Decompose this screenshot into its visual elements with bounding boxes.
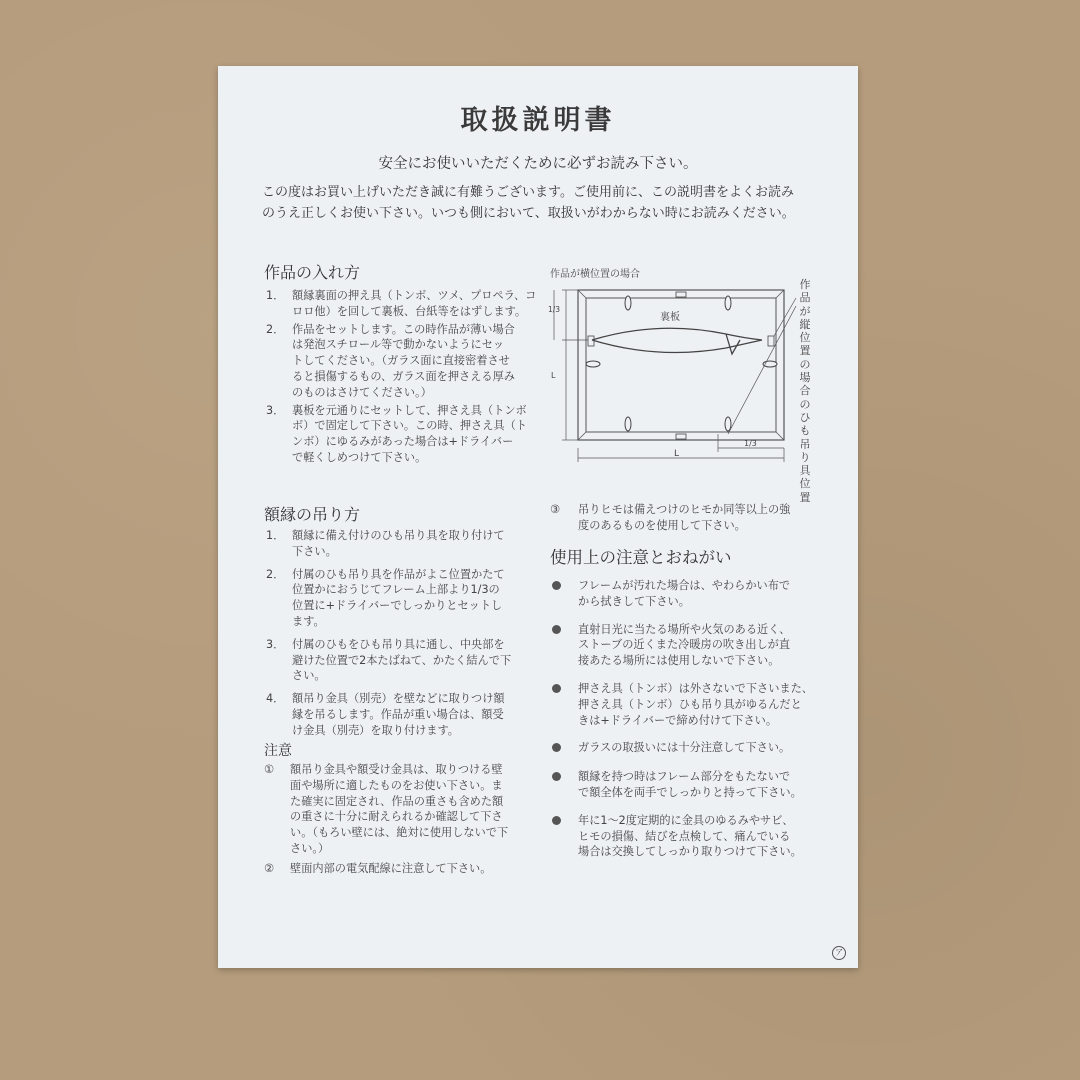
list-item (266, 403, 542, 466)
item-number: 2． (266, 322, 285, 336)
clip (625, 296, 631, 310)
item-line: さい。 (292, 669, 326, 683)
item-text (578, 502, 820, 534)
item-line: きは+ドライバーで締め付けて下さい。 (578, 713, 778, 727)
bottom-third-label: 1/3 (744, 439, 757, 448)
intro-line: この度はお買い上げいただき誠に有難うございます。ご使用前に、この説明書をよくお読み (262, 185, 794, 200)
item-line: で軽くしめつけて下さい。 (292, 450, 427, 464)
item-line: た確実に固定され、作品の重さも含めた額 (290, 794, 504, 808)
item-line: ンボ）にゆるみがあった場合は+ドライバー (292, 435, 514, 449)
item-line: 下さい。 (292, 544, 337, 558)
item-line: 直射日光に当たる場所や火気のある近く、 (578, 622, 791, 636)
item-line: さい。） (290, 841, 330, 855)
back-board-label: 裏板 (660, 312, 680, 323)
item-line: 額縁裏面の押え具（トンボ、ツメ、プロペラ、コ (292, 289, 537, 302)
list-item (266, 322, 542, 401)
bullet-icon (552, 740, 578, 757)
item-text (292, 288, 542, 320)
item-text (292, 637, 542, 684)
clip (725, 417, 731, 431)
vertical-position-note: 作品が縦位置の場合のひも吊り具位置 (799, 278, 811, 504)
hanger (676, 434, 686, 439)
item-line: で額全体を両手でしっかりと持って下さい。 (578, 785, 802, 799)
caution-heading: 注意 (264, 743, 292, 759)
frame-diagram (548, 276, 798, 466)
item-text (578, 740, 822, 757)
diagram-caption: 作品が横位置の場合 (550, 269, 640, 280)
item-line: 作品をセットします。この時作品が薄い場合 (292, 322, 515, 336)
bullet-icon (552, 578, 578, 610)
hanger (768, 336, 774, 346)
list-item (550, 502, 820, 534)
insert-heading: 作品の入れ方 (264, 263, 361, 282)
item-text (578, 813, 822, 860)
item-number: 1． (266, 289, 285, 302)
bullet-dot-icon (552, 625, 561, 634)
page-mark: ア (832, 946, 846, 960)
list-item (552, 622, 822, 669)
bullet-dot-icon (552, 816, 561, 825)
item-line: 額吊り金具（別売）を壁などに取りつけ額 (292, 692, 505, 706)
intro-line: のうえ正しくお使い下さい。いつも側において、取扱いがわからない時にお読みください。 (262, 206, 795, 221)
item-line: 裏板を元通りにセットして、押さえ具（トンボ (292, 403, 527, 417)
item-line: 額吊り金具や額受け金具は、取りつける壁 (290, 763, 503, 776)
list-item (264, 762, 544, 857)
bullet-icon (552, 769, 578, 801)
item-line: 度のあるものを使用して下さい。 (578, 518, 746, 532)
item-line: 吊りヒモは備えつけのヒモか同等以上の強 (578, 503, 791, 516)
item-line: 付属のひもをひも吊り具に通し、中央部を (292, 637, 505, 651)
item-line: フレームが汚れた場合は、やわらかい布で (578, 579, 791, 592)
frame-inner (586, 298, 776, 432)
item-number: 3． (266, 403, 285, 417)
item-line: 位置に+ドライバーでしっかりとセットし (292, 599, 503, 613)
item-number: 1． (266, 529, 285, 542)
item-line: 場合は交換してしっかり取りつけて下さい。 (578, 845, 802, 859)
item-line: ます。 (292, 614, 325, 628)
item-text (292, 567, 542, 630)
list-item (552, 813, 822, 860)
hang-heading: 額縁の吊り方 (264, 505, 361, 524)
item-line: トしてください。（ガラス面に直接密着させ (292, 354, 510, 368)
hang-steps (266, 528, 542, 746)
item-text (578, 622, 822, 669)
item-line: 面や場所に適したものをお使い下さい。ま (290, 778, 503, 792)
list-item (552, 769, 822, 801)
item-text (292, 691, 542, 738)
bottom-length-label: L (674, 449, 680, 459)
item-line: 付属のひも吊り具を作品がよこ位置かたて (292, 567, 505, 581)
list-item (552, 578, 822, 610)
item-text (290, 762, 544, 857)
bullet-dot-icon (552, 772, 561, 781)
list-item (266, 567, 542, 630)
item-line: 接あたる場所には使用しないで下さい。 (578, 654, 780, 668)
side-length-label: L (551, 371, 556, 380)
item-line: から拭きして下さい。 (578, 594, 690, 608)
item-text (578, 769, 822, 801)
hanging-cord (592, 328, 762, 354)
item-line: ガラスの取扱いには十分注意して下さい。 (578, 741, 791, 755)
list-item (266, 637, 542, 684)
item-line: 位置かにおうじてフレーム上部より1/3の (292, 583, 500, 597)
item-number: 3． (266, 637, 285, 651)
list-item (266, 528, 542, 560)
bullet-dot-icon (552, 743, 561, 752)
caution-item-3 (550, 502, 820, 537)
item-line: ると損傷するもの、ガラス面を押さえる厚み (292, 369, 515, 383)
notice-heading: 使用上の注意とおねがい (550, 548, 732, 567)
item-number: ③ (550, 503, 561, 516)
hanger (676, 292, 686, 297)
item-line: 額縁を持つ時はフレーム部分をもたないで (578, 770, 791, 784)
item-line: 押さえ具（トンボ）は外さないで下さいまた、 (578, 681, 813, 695)
side-third-label: 1/3 (548, 305, 561, 314)
bullet-icon (552, 622, 578, 669)
item-line: のものはさけてください。） (292, 385, 432, 399)
notice-items (552, 578, 822, 872)
clip (725, 296, 731, 310)
frame-outer (578, 290, 784, 440)
bullet-icon (552, 681, 578, 728)
list-item (266, 691, 542, 738)
item-number: ① (264, 763, 275, 776)
item-line: 押さえ具（トンボ）ひも吊り具がゆるんだと (578, 697, 802, 711)
list-item (264, 861, 544, 877)
item-text (292, 403, 542, 466)
clip (586, 361, 600, 367)
clip (625, 417, 631, 431)
item-text (578, 681, 822, 728)
item-line: け金具（別売）を取り付けます。 (292, 723, 459, 737)
item-line: い。（もろい壁には、絶対に使用しないで下 (290, 826, 509, 840)
item-line: は発泡スチロール等で動かないようにセッ (292, 338, 505, 352)
item-text (292, 528, 542, 560)
item-line: 縁を吊るします。作品が重い場合は、額受 (292, 707, 504, 721)
item-number: ② (264, 861, 275, 875)
document-subtitle: 安全にお使いいただくために必ずお読み下さい。 (378, 156, 698, 172)
item-line: ボ）で固定して下さい。この時、押さえ具（ト (292, 419, 527, 433)
list-item (552, 681, 822, 728)
item-number: 2． (266, 567, 285, 581)
intro-text (262, 182, 822, 224)
item-text (292, 322, 542, 401)
bullet-dot-icon (552, 581, 561, 590)
list-item (552, 740, 822, 757)
caution-items (264, 762, 544, 881)
item-line: 壁面内部の電気配線に注意して下さい。 (290, 861, 492, 875)
item-line: ロロ他）を回して裏板、台紙等をはずします。 (292, 304, 527, 318)
list-item (266, 288, 542, 320)
instruction-sheet (218, 66, 858, 968)
item-line: ストーブの近くまた冷暖房の吹き出しが直 (578, 638, 791, 652)
item-line: 避けた位置で2本たばねて、かたく結んで下 (292, 653, 512, 667)
item-line: ヒモの損傷、結びを点検して、痛んでいる (578, 829, 791, 843)
item-line: の重さに十分に耐えられるか確認して下さ (290, 810, 503, 824)
item-number: 4． (266, 692, 285, 706)
item-text (578, 578, 822, 610)
document-title: 取扱説明書 (460, 105, 616, 136)
bullet-dot-icon (552, 684, 561, 693)
insert-steps (266, 288, 542, 468)
bullet-icon (552, 813, 578, 860)
item-line: 額縁に備え付けのひも吊り具を取り付けて (292, 529, 505, 542)
item-text (290, 861, 544, 877)
item-line: 年に1〜2度定期的に金具のゆるみやサビ、 (578, 813, 794, 827)
